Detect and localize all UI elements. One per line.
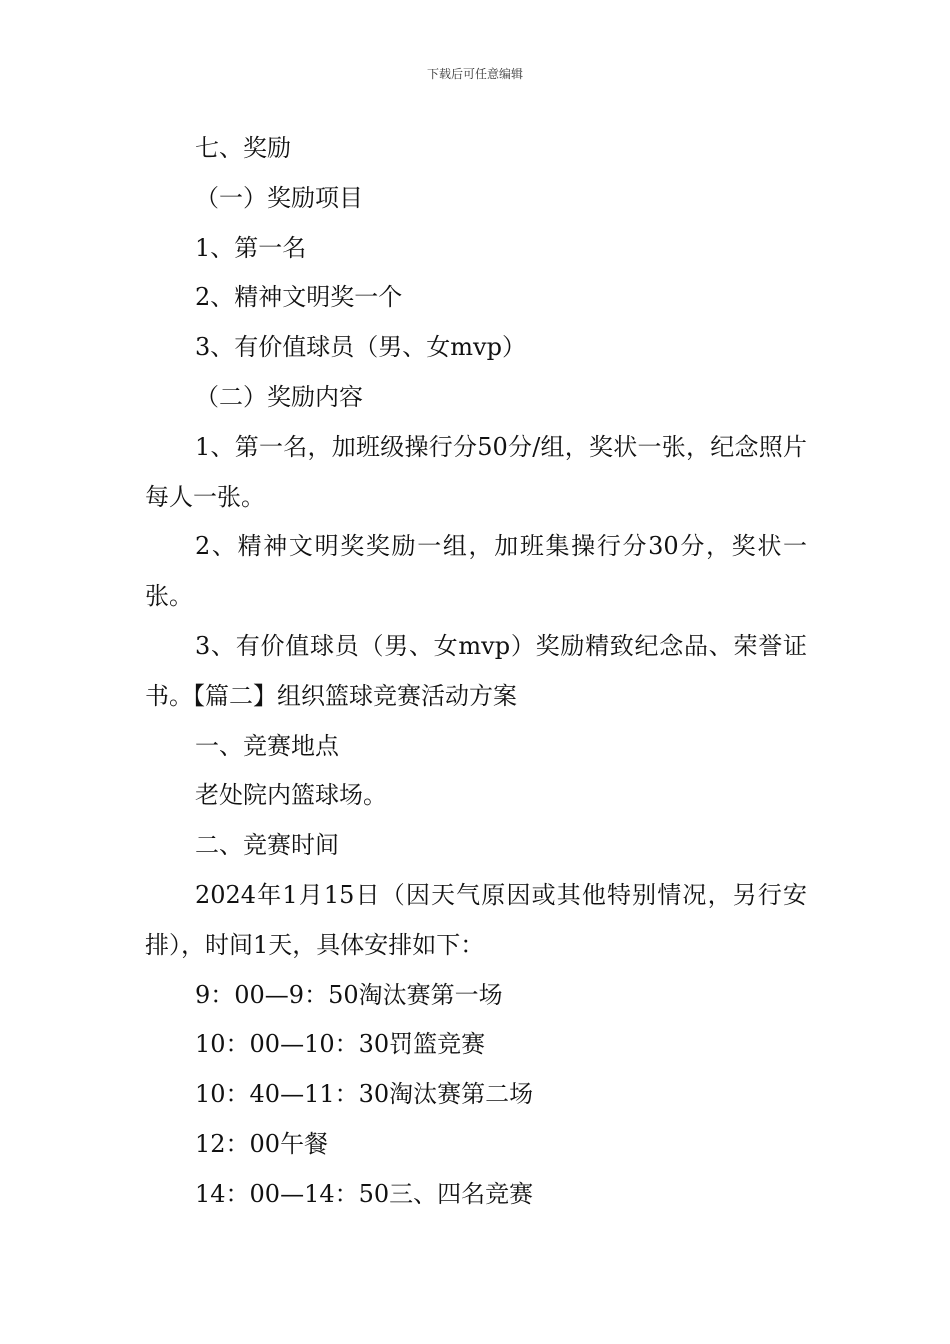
- list-item: 1、第一名: [195, 233, 307, 262]
- list-item: 3、有价值球员（男、女mvp）: [195, 333, 526, 362]
- list-item: 2、精神文明奖一个: [195, 283, 403, 312]
- schedule-item: 12：00午餐: [195, 1129, 329, 1158]
- paragraph: 3、有价值球员（男、女mvp）奖励精致纪念品、荣誉证书。【篇二】组织篮球竞赛活动方案: [145, 631, 807, 710]
- paragraph: 2024年1月15日（因天气原因或其他特别情况，另行安排），时间1天，具体安排如下：: [145, 880, 807, 959]
- paragraph: 老处院内篮球场。: [195, 781, 387, 810]
- document-body: [145, 124, 807, 1220]
- schedule-item: 9：00—9：50淘汰赛第一场: [195, 980, 503, 1009]
- schedule-item: 14：00—14：50三、四名竞赛: [195, 1179, 534, 1208]
- schedule-item: 10：00—10：30罚篮竞赛: [195, 1030, 486, 1059]
- subheading-reward-content: （二）奖励内容: [195, 382, 363, 411]
- heading-time: 二、竞赛时间: [195, 831, 339, 860]
- paragraph: 1、第一名，加班级操行分50分/组，奖状一张，纪念照片每人一张。: [145, 432, 807, 511]
- heading-venue: 一、竞赛地点: [195, 731, 339, 760]
- subheading-reward-items: （一）奖励项目: [195, 183, 363, 212]
- heading-rewards: 七、奖励: [195, 134, 291, 162]
- schedule-item: 10：40—11：30淘汰赛第二场: [195, 1080, 534, 1109]
- page-header: 下载后可任意编辑: [426, 67, 523, 81]
- paragraph: 2、精神文明奖奖励一组，加班集操行分30分，奖状一张。: [145, 532, 807, 611]
